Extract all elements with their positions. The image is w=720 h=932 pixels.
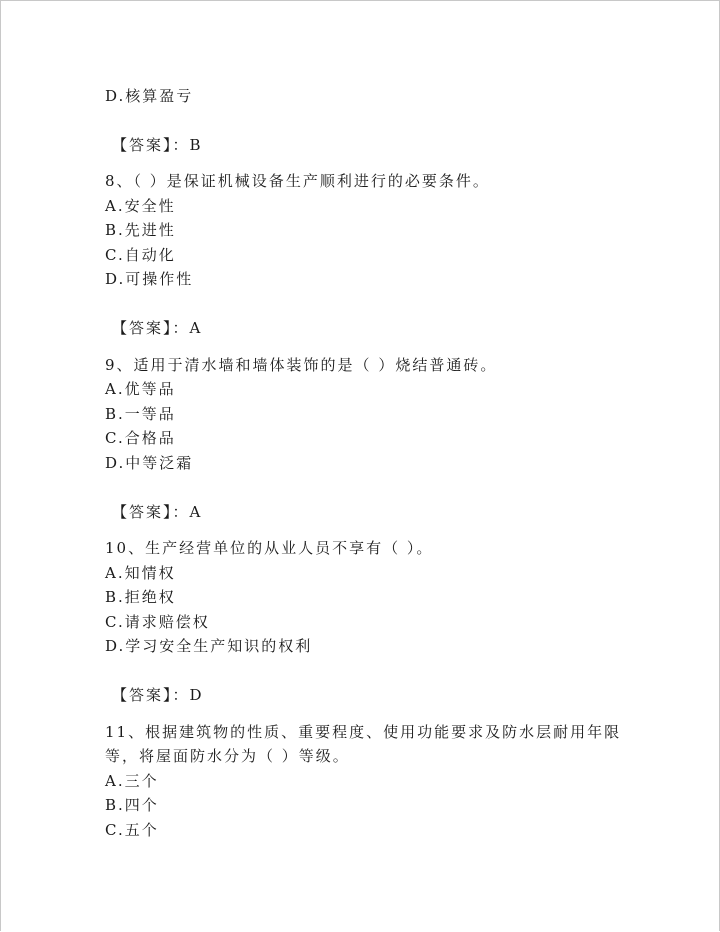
q10-option-a: A.知情权	[105, 564, 176, 582]
q8-stem: 8、（ ）是保证机械设备生产顺利进行的必要条件。	[105, 172, 490, 190]
q9-option-a: A.优等品	[105, 380, 176, 398]
q9-answer: 【答案】：A	[112, 503, 203, 521]
q11-stem-line2: 等，将屋面防水分为（ ）等级。	[105, 747, 350, 765]
q11-stem-line1: 11、根据建筑物的性质、重要程度、使用功能要求及防水层耐用年限	[105, 723, 622, 741]
q10-option-d: D.学习安全生产知识的权利	[105, 637, 313, 655]
q11-option-b: B.四个	[105, 796, 159, 814]
q8-option-d: D.可操作性	[105, 270, 194, 288]
q10-option-b: B.拒绝权	[105, 588, 176, 606]
q8-option-b: B.先进性	[105, 221, 176, 239]
q11-option-c: C.五个	[105, 821, 159, 839]
q9-option-b: B.一等品	[105, 405, 176, 423]
q8-answer: 【答案】：A	[112, 319, 203, 337]
q7-answer: 【答案】：B	[112, 136, 203, 154]
q7-option-d: D.核算盈亏	[105, 87, 194, 105]
q9-stem: 9、适用于清水墙和墙体装饰的是（ ）烧结普通砖。	[105, 356, 498, 374]
q8-option-a: A.安全性	[105, 197, 176, 215]
q10-stem: 10、生产经营单位的从业人员不享有（ ）。	[105, 539, 434, 557]
q8-option-c: C.自动化	[105, 246, 176, 264]
q9-option-c: C.合格品	[105, 429, 176, 447]
q11-option-a: A.三个	[105, 772, 159, 790]
q10-answer: 【答案】：D	[112, 686, 204, 704]
q9-option-d: D.中等泛霜	[105, 454, 194, 472]
q10-option-c: C.请求赔偿权	[105, 613, 210, 631]
